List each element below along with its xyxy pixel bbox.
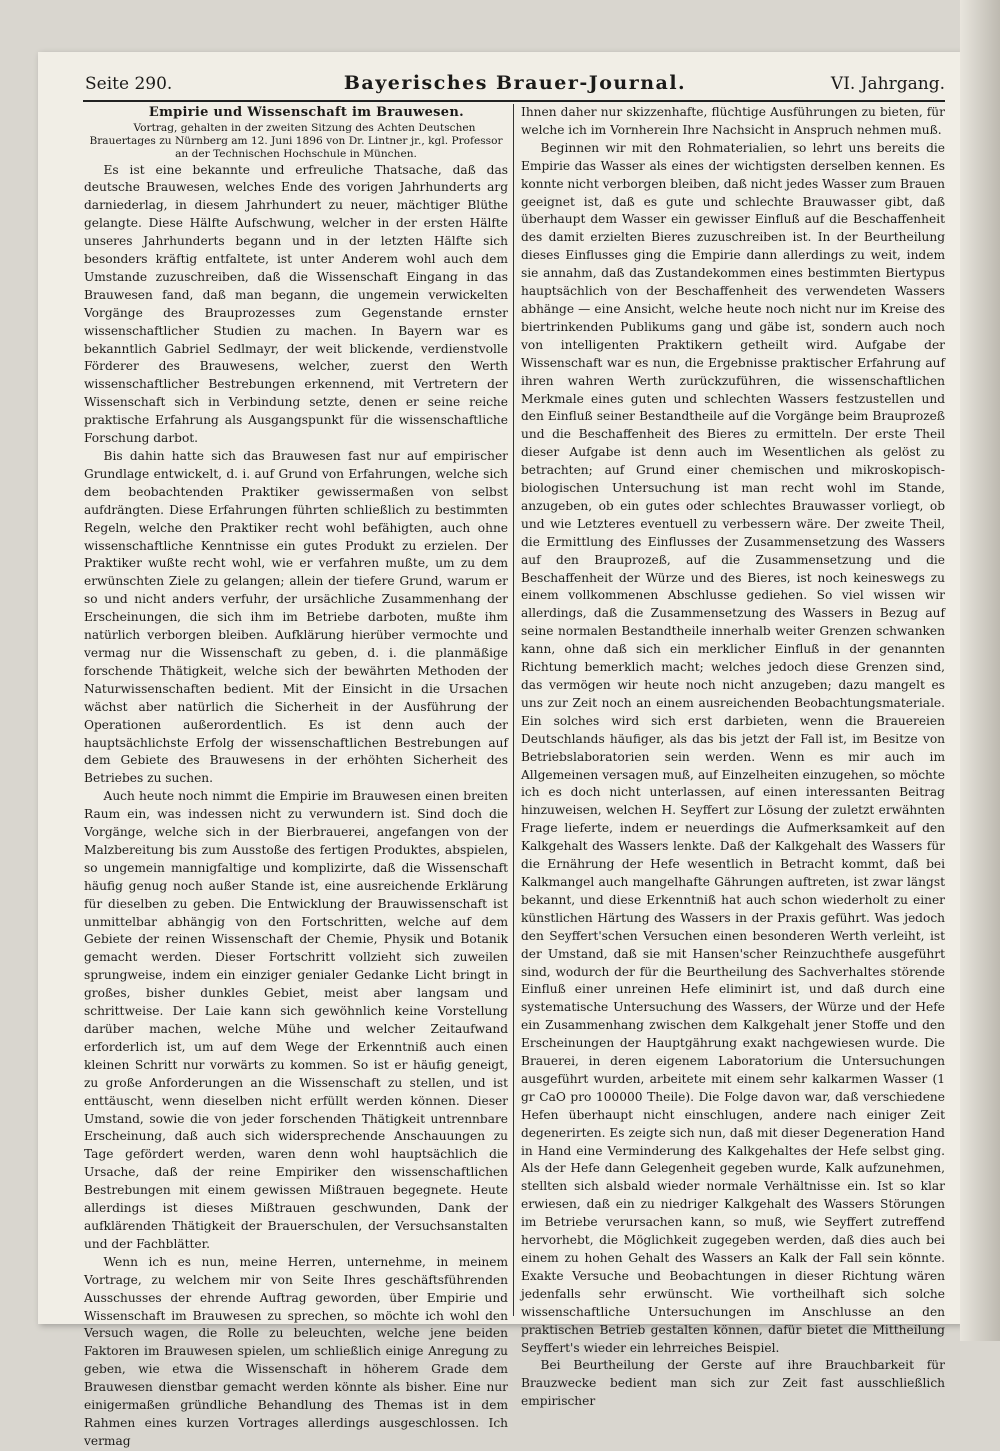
paragraph: Es ist eine bekannte und erfreuliche Thatsache, daß das deutsche Brauwesen, welches Ende des vorigen Jahrhunderts arg darniederlag, in diesem Jahrhundert zu neuer, mächtiger Blüthe gelangte. Diese Hälfte Aufschwung, welcher in der ersten Hälfte unseres Jahrhunderts begann und in der letzten Hälfte sich besonders kräftig entfaltete, ist unter Anderem wohl auch dem Umstande zuzuschreiben, daß die Wissenschaft Eingang in das Brauwesen fand, daß man begann, die ungemein verwickelten Vorgänge des Brauprozesses zum Gegenstande ernster wissenschaftlicher Studien zu machen. In Bayern war es bekanntlich Gabriel Sedlmayr, der weit blickende, verdienstvolle Förderer des Brauwesens, welcher, zuerst den Werth wissenschaftlicher Bestrebungen erkennend, mit Vertretern der Wissenschaft sich in Verbindung setzte, denen er seine reiche praktische Erfahrung als Ausgangspunkt für die wissenschaftliche Forschung darbot. bbox=[84, 162, 508, 446]
article-title: Empirie und Wissenschaft im Brauwesen. bbox=[148, 105, 464, 120]
header-rule bbox=[83, 100, 945, 102]
article-subtitle: Vortrag, gehalten in der zweiten Sitzung des Achten Deutschen Brauertages zu Nürnberg am 12. Juni 1896 von Dr. Lintner jr., kgl. Professor an der Technischen Hochschule in München. bbox=[89, 121, 503, 161]
paragraph: Beginnen wir mit den Rohmaterialien, so lehrt uns bereits die Empirie das Wasser als eines der wichtigsten derselben kennen. Es konnte nicht verborgen bleiben, daß nicht jedes Wasser zum Brauen geeignet ist, daß es gute und schlechte Brauwasser gibt, daß überhaupt dem Wasser ein gewisser Einfluß auf die Beschaffenheit des damit erzielten Bieres zuzuschreiben ist. In der Beurtheilung dieses Einflusses ging die Empirie dann allerdings zu weit, indem sie annahm, daß das Zustandekommen eines bestimmten Biertypus hauptsächlich von der Beschaffenheit des verwendeten Wassers abhänge — eine Ansicht, welche heute noch nicht nur im Kreise des biertrinkenden Publikums gang und gäbe ist, sondern auch noch von intelligenten Praktikern getheilt wird. Aufgabe der Wissenschaft war es nun, die Ergebnisse praktischer Erfahrung auf ihren wahren Werth zurückzuführen, die wissenschaftlichen Merkmale eines guten und schlechten Wassers festzustellen und den Einfluß seiner Bestandtheile auf die Vorgänge beim Brauprozeß und die Beschaffenheit des Bieres zu ermitteln. Der erste Theil dieser Aufgabe ist denn auch im Wesentlichen als gelöst zu betrachten; auf Grund einer chemischen und mikroskopisch-biologischen Untersuchung ist man recht wohl im Stande, anzugeben, ob ein gutes oder schlechtes Brauwasser vorliegt, ob und wie Letzteres eventuell zu verbessern wäre. Der zweite Theil, die Ermittlung des Einflusses der Zusammensetzung des Wassers auf den Brauprozeß, auf die Zusammensetzung und die Beschaffenheit der Würze und des Bieres, ist noch keineswegs zu einem vollkommenen Abschlusse gediehen. So viel wissen wir allerdings, daß die Zusammensetzung des Wassers in Bezug auf seine normalen Bestandtheile innerhalb weiter Grenzen schwanken kann, ohne daß sich ein merklicher Einfluß in der genannten Richtung bemerklich macht; welches jedoch diese Grenzen sind, das vermögen wir heute noch nicht anzugeben; dazu mangelt es uns zur Zeit noch an einem ausreichenden Beobachtungsmateriale. Ein solches wird sich erst darbieten, wenn die Brauereien Deutschlands häufiger, als das bis jetzt der Fall ist, im Besitze von Betriebslaboratorien sein werden. Wenn es mir auch im Allgemeinen versagen muß, auf Einzelheiten einzugehen, so möchte ich es doch nicht unterlassen, auf einen interessanten Beitrag hinzuweisen, welchen H. Seyffert zur Lösung der zuletzt erwähnten Frage lieferte, indem er neuerdings die Aufmerksamkeit auf den Kalkgehalt des Wassers lenkte. Daß der Kalkgehalt des Wassers für die Ernährung der Hefe wesentlich in Betracht kommt, daß bei Kalkmangel auch mangelhafte Gährungen auftreten, ist zwar längst bekannt, und diese Erkenntniß hat auch schon wiederholt zu einer künstlichen Härtung des Wassers in der Praxis geführt. Was jedoch den Seyffert'schen Versuchen einen besonderen Werth verleiht, ist der Umstand, daß sie mit Hansen'scher Reinzuchthefe ausgeführt sind, wodurch der für die Beurtheilung des Sachverhaltes störende Einfluß einer unreinen Hefe eliminirt ist, und daß durch eine systematische Untersuchung des Wassers, der Würze und der Hefe ein Zusammenhang zwischen dem Kalkgehalt jener Stoffe und den Erscheinungen der Hauptgährung exakt nachgewiesen wurde. Die Brauerei, in deren eigenem Laboratorium die Untersuchungen ausgeführt wurden, arbeitete mit einem sehr kalkarmen Wasser (1 gr CaO pro 100000 Theile). Die Folge davon war, daß verschiedene Hefen überhaupt nicht einschlugen, andere nach einiger Zeit degenerirten. Es zeigte sich nun, daß mit dieser Degeneration Hand in Hand eine Verminderung des Kalkgehaltes der Hefe selbst ging. Als der Hefe dann Gelegenheit gegeben wurde, Kalk aufzunehmen, stellten sich alsbald wieder normale Verhältnisse ein. Ist so klar erwiesen, daß ein zu niedriger Kalkgehalt des Wassers Störungen im Betriebe verursachen kann, so muß, wie Seyffert zutreffend hervorhebt, die Möglichkeit zugegeben werden, daß dies auch bei einem zu hohen Gehalt des Wassers an Kalk der Fall sein könnte. Exakte Versuche und Beobachtungen in dieser Richtung wären jedenfalls sehr erwünscht. Wie vortheilhaft sich solche wissenschaftliche Untersuchungen im Anschlusse an den praktischen Betrieb gestalten können, dafür bietet die Mittheilung Seyffert's wieder ein lehrreiches Beispiel. bbox=[521, 140, 945, 1355]
volume-label: VI. Jahrgang. bbox=[830, 74, 945, 94]
paragraph: Auch heute noch nimmt die Empirie im Brauwesen einen breiten Raum ein, was indessen nicht zu verwundern ist. Sind doch die Vorgänge, welche sich in der Bierbrauerei, angefangen von der Malzbereitung bis zum Ausstoße des fertigen Produktes, abspielen, so ungemein mannigfaltige und komplizirte, daß die Wissenschaft häufig genug noch außer Stande ist, eine ausreichende Erklärung für dieselben zu geben. Die Entwicklung der Brauwissenschaft ist unmittelbar abhängig von den Fortschritten, welche auf dem Gebiete der reinen Wissenschaft der Chemie, Physik und Botanik gemacht werden. Dieser Fortschritt vollzieht sich zuweilen sprungweise, indem ein einziger genialer Gedanke Licht bringt in großes, bisher dunkles Gebiet, meist aber langsam und schrittweise. Der Laie kann sich gewöhnlich keine Vorstellung darüber machen, welche Mühe und welcher Zeitaufwand erforderlich ist, um auf dem Wege der Erkenntniß auch einen kleinen Schritt nur vorwärts zu kommen. So ist er häufig geneigt, zu große Anforderungen an die Wissenschaft zu stellen, und ist enttäuscht, wenn dieselben nicht erfüllt werden können. Dieser Umstand, sowie die von jeder forschenden Thätigkeit untrennbare Erscheinung, daß auch sich widersprechende Anschauungen zu Tage gefördert werden, waren denn wohl hauptsächlich die Ursache, daß der reine Empiriker den wissenschaftlichen Bestrebungen mit einem gewissen Mißtrauen begegnete. Heute allerdings ist dieses Mißtrauen geschwunden, Dank der aufklärenden Thätigkeit der Brauerschulen, der Versuchsanstalten und der Fachblätter. bbox=[84, 789, 508, 1251]
paragraph: Wenn ich es nun, meine Herren, unternehme, in meinem Vortrage, zu welchem mir von Seite Ihres geschäftsführenden Ausschusses der ehrende Auftrag geworden, über Empirie und Wissenschaft im Brauwesen zu sprechen, so möchte ich wohl den Versuch wagen, die Rolle zu beleuchten, welche jene beiden Faktoren im Brauwesen spielen, um schließlich einige Anregung zu geben, wie etwa die Wissenschaft in höherem Grade dem Brauwesen dienstbar gemacht werden könnte als bisher. Eine nur einigermaßen gründliche Behandlung des Themas ist in dem Rahmen eines kurzen Vortrages allerdings ausgeschlossen. Ich vermag bbox=[84, 1254, 508, 1448]
paragraph: Bei Beurtheilung der Gerste auf ihre Brauchbarkeit für Brauzwecke bedient man sich zur Zeit fast ausschließlich empirischer bbox=[521, 1358, 945, 1409]
journal-title: Bayerisches Brauer-Journal. bbox=[343, 72, 687, 94]
page-edge bbox=[960, 0, 1000, 1341]
right-column bbox=[521, 104, 945, 1409]
page-header bbox=[85, 70, 945, 100]
left-column bbox=[84, 104, 508, 1448]
paragraph: Bis dahin hatte sich das Brauwesen fast nur auf empirischer Grundlage entwickelt, d. i. auf Grund von Erfahrungen, welche sich dem beobachtenden Praktiker gewissermaßen von selbst aufdrängten. Diese Erfahrungen führten schließlich zu bestimmten Regeln, welche den Praktiker recht wohl befähigten, auch ohne wissenschaftliche Kenntnisse ein gutes Produkt zu erzielen. Der Praktiker wußte recht wohl, wie er verfahren mußte, um zu dem erwünschten Ziele zu gelangen; allein der tiefere Grund, warum er so und nicht anders verfuhr, der ursächliche Zusammenhang der Erscheinungen, die sich ihm im Betriebe darboten, mußte ihm natürlich verborgen bleiben. Aufklärung hierüber vermochte und vermag nur die Wissenschaft zu geben, d. i. die planmäßige forschende Thätigkeit, welche sich der bewährten Methoden der Naturwissenschaften bedient. Mit der Einsicht in die Ursachen wächst aber natürlich die Sicherheit in der Ausführung der Operationen außerordentlich. Es ist denn auch der hauptsächlichste Erfolg der wissenschaftlichen Bestrebungen auf dem Gebiete des Brauwesens in der erhöhten Sicherheit des Betriebes zu suchen. bbox=[84, 449, 508, 786]
page-number: Seite 290. bbox=[85, 74, 173, 94]
paragraph: Ihnen daher nur skizzenhafte, flüchtige Ausführungen zu bieten, für welche ich im Vornherein Ihre Nachsicht in Anspruch nehmen muß. bbox=[521, 105, 945, 137]
column-divider bbox=[513, 104, 514, 1316]
